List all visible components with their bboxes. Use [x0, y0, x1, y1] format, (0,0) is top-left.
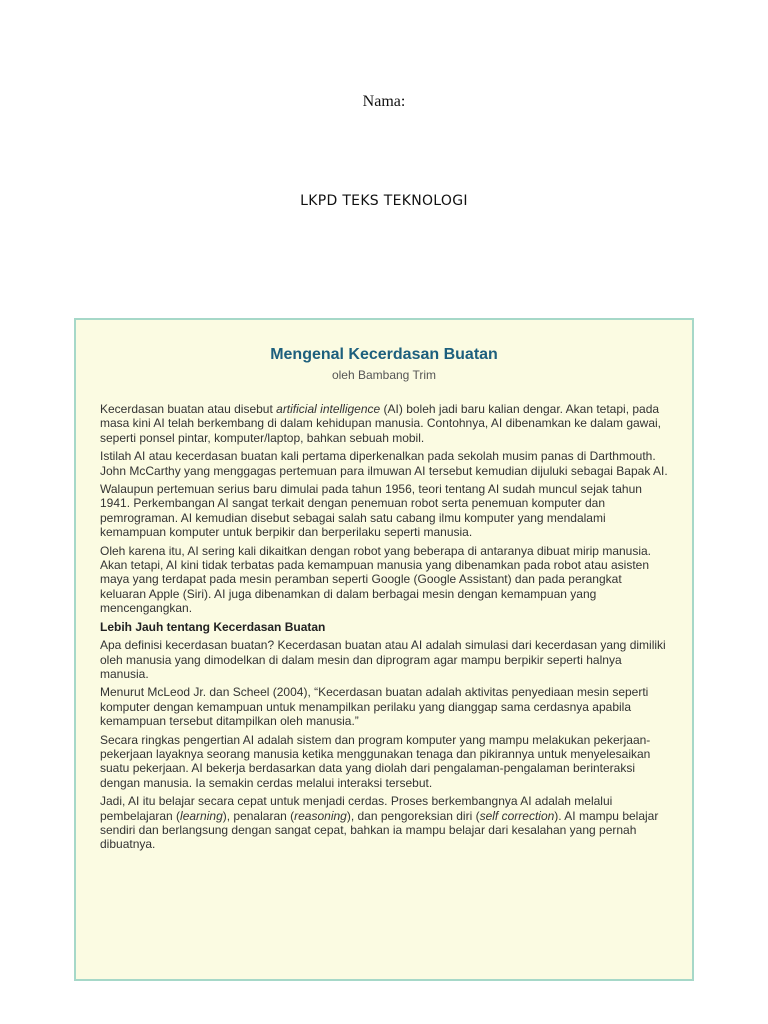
paragraph-5: Apa definisi kecerdasan buatan? Kecerdasan buatan atau AI adalah simulasi dari kecerdasan yang dimiliki oleh manusia yang dimodelkan di dalam mesin dan diprogram agar mampu berpikir seperti halnya manusia. [100, 638, 666, 681]
worksheet-title: LKPD TEKS TEKNOLOGI [300, 193, 468, 209]
article-subheading: Lebih Jauh tentang Kecerdasan Buatan [100, 619, 326, 634]
paragraph-2: Istilah AI atau kecerdasan buatan kali pertama diperkenalkan pada sekolah musim panas di Darthmouth. John McCarthy yang menggagas pertemuan para ilmuwan AI tersebut kemudian dijuluki sebagai Bapak AI. [100, 449, 668, 478]
name-label: Nama: [362, 93, 406, 110]
paragraph-4: Oleh karena itu, AI sering kali dikaitkan dengan robot yang beberapa di antaranya dibuat mirip manusia. Akan tetapi, AI kini tidak terbatas pada kemampuan manusia yang dibenamkan pada robot atau asisten maya yang terdapat pada mesin peramban seperti Google (Google Assistant) dan pada perangkat keluaran Apple (Siri). AI juga dibenamkan di dalam berbagai mesin dengan kemampuan yang mencengangkan. [100, 543, 652, 616]
paragraph-8: Jadi, AI itu belajar secara cepat untuk menjadi cerdas. Proses berkembangnya AI adalah melalui pembelajaran (learning), penalaran (reasoning), dan pengoreksian diri (self correction). AI mampu belajar sendiri dan berlangsung dengan sangat cepat, bahkan ia mampu belajar dari kesalahan yang pernah dibuatnya. [100, 794, 659, 852]
paragraph-6: Menurut McLeod Jr. dan Scheel (2004), “Kecerdasan buatan adalah aktivitas penyediaan mesin seperti komputer dengan kemampuan untuk menampilkan perilaku yang dianggap sama cerdasnya apabila kemampuan tersebut ditampilkan oleh manusia.” [100, 685, 649, 729]
article-author: oleh Bambang Trim [331, 368, 437, 382]
paragraph-7: Secara ringkas pengertian AI adalah sistem dan program komputer yang mampu melakukan pekerjaan-pekerjaan layaknya seorang manusia ketika menggunakan tenaga dan pikirannya untuk menyelesaikan suatu pekerjaan. AI bekerja berdasarkan data yang diolah dari pengalaman-pengalaman berinteraksi dengan manusia. Ia semakin cerdas melalui interaksi tersebut. [100, 732, 651, 790]
article-box [74, 318, 694, 981]
article-body [100, 402, 668, 852]
paragraph-3: Walaupun pertemuan serius baru dimulai pada tahun 1956, teori tentang AI sudah muncul sejak tahun 1941. Perkembangan AI sangat terkait dengan penemuan robot serta penemuan komputer dan pemrograman. AI kemudian disebut sebagai salah satu cabang ilmu komputer yang mendalami kemampuan komputer untuk berpikir dan berperilaku seperti manusia. [100, 482, 642, 540]
article-title: Mengenal Kecerdasan Buatan [270, 346, 498, 363]
paragraph-1: Kecerdasan buatan atau disebut artificial intelligence (AI) boleh jadi baru kalian dengar. Akan tetapi, pada masa kini AI telah berkembang di dalam kehidupan manusia. Contohnya, AI dibenamkan ke dalam gawai, seperti ponsel pintar, komputer/laptop, bahkan sebuah mobil. [100, 402, 662, 445]
